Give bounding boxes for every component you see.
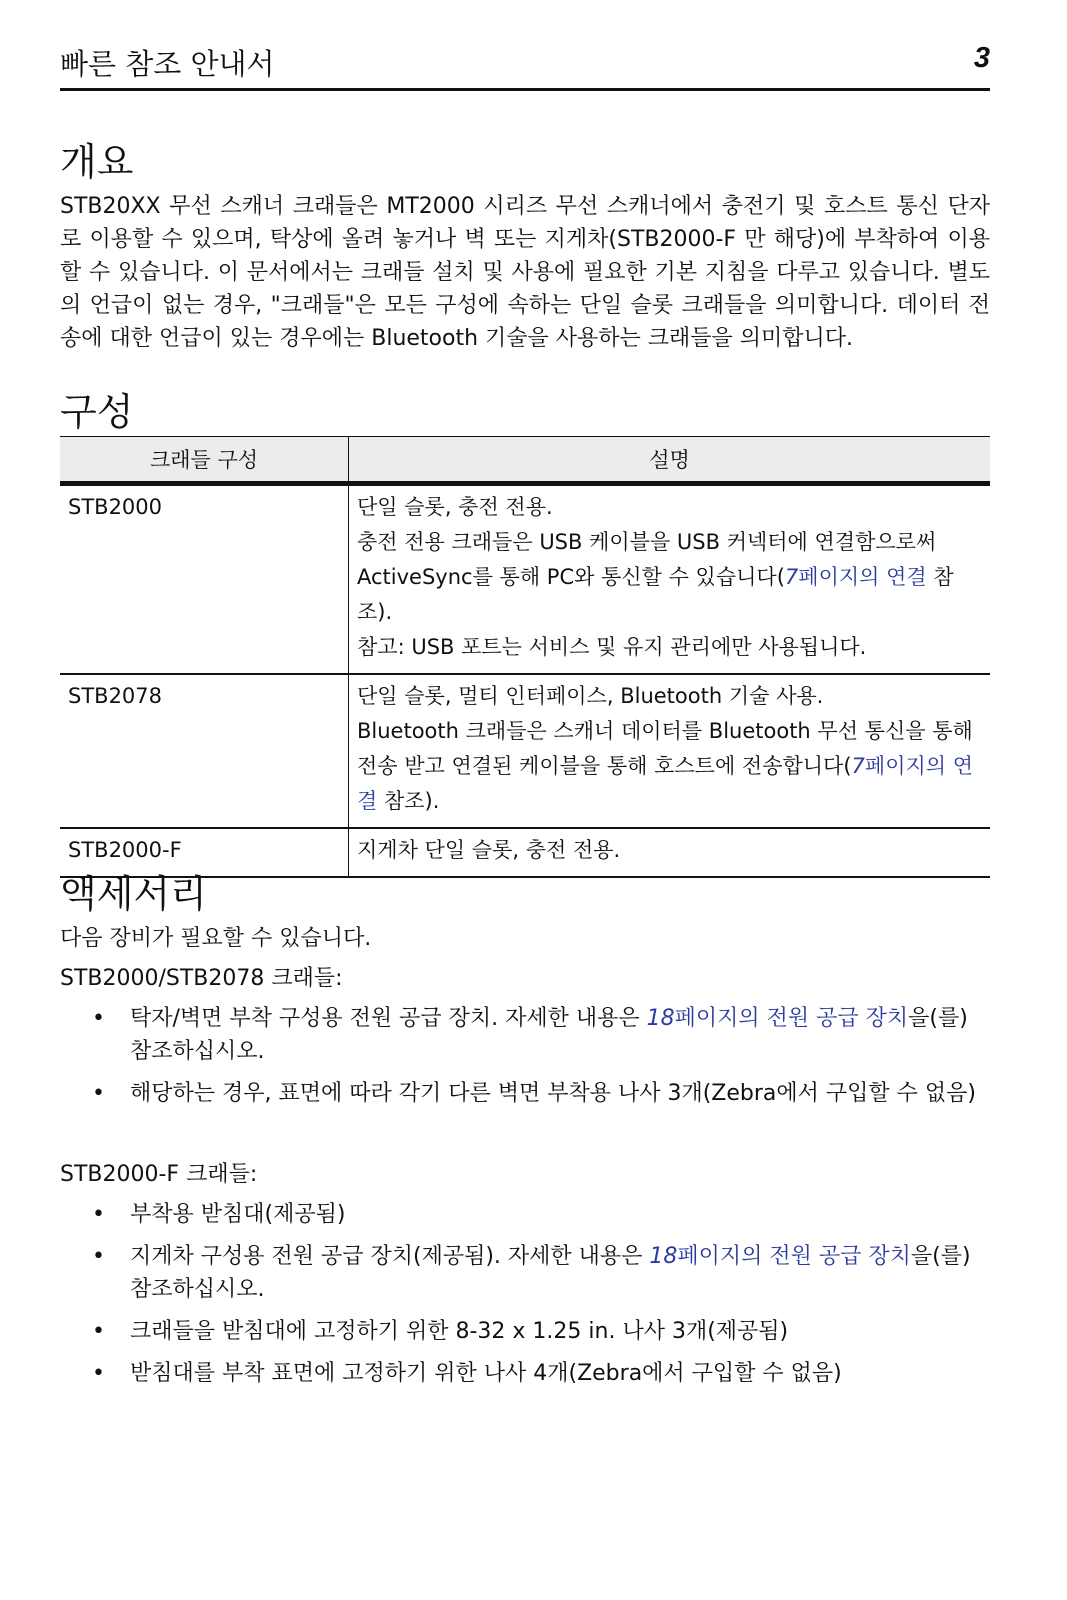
item-text: 지게차 구성용 전원 공급 장치(제공됨). 자세한 내용은 [130, 1244, 650, 1269]
item-text: 을(를) 참조하십시오. [130, 1244, 971, 1302]
item-text: 부착용 받침대(제공됨) [130, 1202, 346, 1227]
item-text: 을(를) 참조하십시오. [130, 1006, 968, 1064]
page-link[interactable] [785, 565, 927, 589]
desc-text: Bluetooth 크래들은 스캐너 데이터를 Bluetooth 무선 통신을 통해 전송 받고 연결된 케이블을 통해 호스트에 전송합니다( [357, 719, 973, 778]
link-text: 페이지의 전원 공급 장치 [674, 1006, 909, 1031]
config-name: STB2000 [60, 484, 349, 675]
overview-paragraph: STB20XX 무선 스캐너 크래들은 MT2000 시리즈 무선 스캐너에서 충전기 및 호스트 통신 단자로 이용할 수 있으며, 탁상에 올려 놓거나 벽 또는 지게차(STB2000-F 만 해당)에 부착하여 이용할 수 있습니다. 이 문서에서는 크래들 설치 및 사용에 필요한 기본 지침을 다루고 있습니다. 별도의 언급이 없는 경우, "크래들"은 모든 구성에 속하는 단일 슬롯 크래들을 의미합니다. 데이터 전송에 대한 언급이 있는 경우에는 Bluetooth 기술을 사용하는 크래들을 의미합니다. [60, 194, 990, 351]
accessory-list-2 [60, 1198, 990, 1399]
list-item [60, 1240, 990, 1306]
link-text: 페이지의 연결 [798, 565, 927, 589]
config-desc [349, 484, 991, 675]
item-text: 해당하는 경우, 표면에 따라 각기 다른 벽면 부착용 나사 3개(Zebra에서 구입할 수 없음) [130, 1081, 976, 1106]
col-header-desc: 설명 [349, 437, 991, 484]
list-item [60, 1002, 990, 1068]
page-link[interactable] [649, 1244, 911, 1269]
note-text: USB 포트는 서비스 및 유지 관리에만 사용됩니다. [404, 635, 867, 659]
bullet: • [92, 1202, 105, 1227]
desc-text: 참조). [377, 789, 440, 813]
overview-heading: 개요 [60, 140, 134, 184]
note-label: 참고: [357, 635, 405, 659]
note-line [357, 630, 982, 665]
item-text: 크래들을 받침대에 고정하기 위한 8-32 x 1.25 in. 나사 3개(제공됨) [130, 1319, 789, 1344]
link-page-num: 18 [649, 1244, 678, 1269]
list-item [60, 1357, 990, 1390]
group-label-stb2000f: STB2000-F 크래들: [60, 1162, 258, 1187]
document-title: 빠른 참조 안내서 [60, 47, 275, 81]
config-heading: 구성 [60, 390, 134, 434]
bullet: • [92, 1081, 105, 1106]
list-item [60, 1077, 990, 1110]
list-item [60, 1315, 990, 1348]
item-text: 탁자/벽면 부착 구성용 전원 공급 장치. 자세한 내용은 [130, 1006, 647, 1031]
table-row [60, 828, 990, 877]
config-name: STB2078 [60, 674, 349, 828]
item-text: 받침대를 부착 표면에 고정하기 위한 나사 4개(Zebra에서 구입할 수 없음) [130, 1361, 842, 1386]
accessories-heading: 액세서리 [60, 872, 207, 916]
col-header-config: 크래들 구성 [60, 437, 349, 484]
link-page-num: 18 [646, 1006, 675, 1031]
link-page-num: 7 [851, 754, 865, 778]
desc-line: 단일 슬롯, 충전 전용. [357, 495, 553, 519]
desc-line: 단일 슬롯, 멀티 인터페이스, Bluetooth 기술 사용. [357, 684, 824, 708]
accessory-list-1 [60, 1002, 990, 1119]
page-link[interactable] [647, 1006, 909, 1031]
table-row [60, 674, 990, 828]
page-header [60, 42, 990, 91]
link-text: 페이지의 전원 공급 장치 [677, 1244, 911, 1269]
link-page-num: 7 [784, 565, 799, 589]
config-table [60, 436, 990, 878]
bullet: • [92, 1244, 105, 1269]
bullet: • [92, 1006, 105, 1031]
config-desc: 지게차 단일 슬롯, 충전 전용. [349, 828, 991, 877]
page-number: 3 [973, 42, 990, 74]
table-row [60, 484, 990, 675]
group-label-stb2000-stb2078: STB2000/STB2078 크래들: [60, 966, 343, 991]
bullet: • [92, 1361, 105, 1386]
link-text: 페이지의 연결 [357, 754, 974, 813]
table-header-row [60, 437, 990, 484]
desc-line [357, 714, 982, 819]
accessories-intro: 다음 장비가 필요할 수 있습니다. [60, 926, 372, 951]
desc-text: 충전 전용 크래들은 USB 케이블을 USB 커넥터에 연결함으로써 ActiveSync를 통해 PC와 통신할 수 있습니다( [357, 530, 937, 589]
list-item [60, 1198, 990, 1231]
config-desc [349, 674, 991, 828]
desc-line [357, 525, 982, 630]
desc-text: 참조). [357, 565, 954, 624]
config-name: STB2000-F [60, 828, 349, 877]
bullet: • [92, 1319, 105, 1344]
